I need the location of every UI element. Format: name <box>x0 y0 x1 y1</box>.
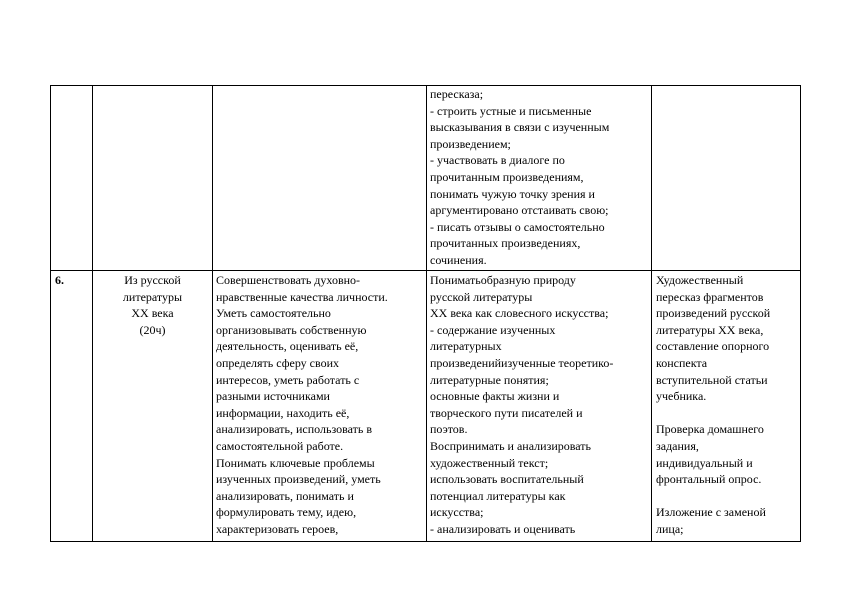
section-title <box>93 272 212 338</box>
subject-results-line: - участвовать в диалоге по <box>430 153 565 168</box>
subject-results-line: - строить устные и письменные <box>430 103 592 118</box>
section-title-line: Из русской <box>124 273 181 287</box>
subject-results-line: прочитанным произведениям, <box>430 169 584 184</box>
subject-results-line: высказывания в связи с изученным <box>430 120 610 135</box>
subject-results-line: прочитанных произведениях, <box>430 236 581 251</box>
subject-results-line: сочинения. <box>430 252 487 267</box>
column-divider <box>426 85 427 542</box>
table-border-right <box>800 85 801 542</box>
subject-results-line: произведением; <box>430 136 511 151</box>
subject-results-line: понимать чужую точку зрения и <box>430 186 595 201</box>
subject-results-line: аргументировано отстаивать свою; <box>430 203 609 218</box>
column-divider <box>212 85 213 542</box>
subject-results: Пониматьобразную природу русской литературы XX века как словесного искусства; - содержание изученных литературных произведенийизученные теоретико- литературные понятия; основные факты жизни и творческого пути писателей и поэтов. Воспринимать и анализировать художественный текст; использовать воспитательный потенциал литературы как искусства; - анализировать и оценивать <box>430 273 614 536</box>
section-title-line: литературы <box>122 289 183 304</box>
column-divider <box>651 85 652 542</box>
control-forms: Художественный пересказ фрагментов произведений русской литературы XX века, составление опорного конспекта вступительной статьи учебника. Проверка домашнего задания, индивидуальный и фронтальный опрос. Изложение с заменой лица; <box>656 273 771 536</box>
row-number: 6. <box>55 273 64 287</box>
column-divider <box>50 85 51 542</box>
section-title-line: (20ч) <box>139 322 166 337</box>
subject-results-line: - писать отзывы о самостоятельно <box>430 219 605 234</box>
table-row <box>430 86 650 269</box>
personal-results: Совершенствовать духовно- нравственные качества личности. Уметь самостоятельно организовывать собственную деятельность, оценивать её, определять сферу своих интересов, уметь работать с разными источниками информации, находить её, анализировать, использовать в самостоятельной работе. Понимать ключевые проблемы изученных произведений, уметь анализировать, понимать и формулировать тему, идею, характеризовать героев, <box>216 273 388 536</box>
subject-results-line: пересказа; <box>430 87 484 101</box>
section-title-line: XX века <box>131 306 174 321</box>
